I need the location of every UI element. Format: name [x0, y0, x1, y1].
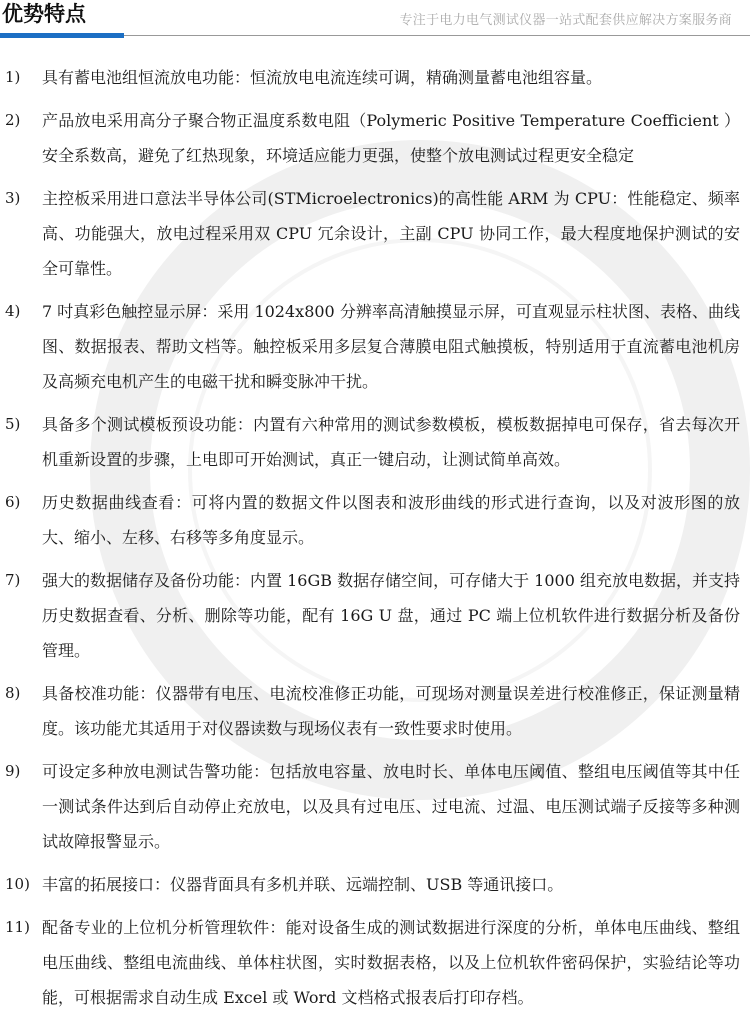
list-item — [0, 485, 740, 555]
item-number: 4) — [5, 302, 21, 320]
item-text: 丰富的拓展接口：仪器背面具有多机并联、远端控制、USB 等通讯接口。 — [42, 875, 564, 894]
list-item — [0, 103, 740, 173]
item-text: 具备校准功能：仪器带有电压、电流校准修正功能，可现场对测量误差进行校准修正，保证测量精度。该功能尤其适用于对仪器读数与现场仪表有一致性要求时使用。 — [42, 684, 740, 738]
list-item — [0, 867, 740, 902]
item-number: 1) — [5, 68, 21, 86]
header-divider — [124, 35, 750, 36]
item-text: 强大的数据储存及备份功能：内置 16GB 数据存储空间，可存储大于 1000 组充放电数据，并支持历史数据查看、分析、删除等功能，配有 16G U 盘，通过 PC 端上位机软件进行数据分析及备份管理。 — [42, 571, 740, 660]
item-text: 产品放电采用高分子聚合物正温度系数电阻（Polymeric Positive Temperature Coefficient ）安全系数高，避免了红热现象，环境适应能力更强，使整个放电测试过程更安全稳定 — [42, 111, 740, 165]
item-text: 主控板采用进口意法半导体公司(STMicroelectronics)的高性能 ARM 为 CPU：性能稳定、频率高、功能强大，放电过程采用双 CPU 冗余设计，主副 CPU 协同工作，最大程度地保护测试的安全可靠性。 — [42, 189, 740, 278]
item-number: 7) — [5, 571, 21, 589]
list-item — [0, 910, 740, 1015]
page-header — [0, 0, 750, 48]
item-text: 可设定多种放电测试告警功能：包括放电容量、放电时长、单体电压阈值、整组电压阈值等其中任一测试条件达到后自动停止充放电，以及具有过电压、过电流、过温、电压测试端子反接等多种测试故障报警显示。 — [42, 762, 740, 851]
feature-list — [0, 60, 740, 1023]
item-number: 11) — [5, 918, 30, 936]
list-item — [0, 563, 740, 668]
item-number: 8) — [5, 684, 21, 702]
item-text: 具备多个测试模板预设功能：内置有六种常用的测试参数模板，模板数据掉电可保存，省去每次开机重新设置的步骤，上电即可开始测试，真正一键启动，让测试简单高效。 — [42, 415, 740, 469]
list-item — [0, 676, 740, 746]
list-item — [0, 60, 740, 95]
title-accent-bar — [0, 33, 124, 38]
item-number: 5) — [5, 415, 21, 433]
header-slogan: 专注于电力电气测试仪器一站式配套供应解决方案服务商 — [399, 13, 732, 28]
page-title: 优势特点 — [2, 2, 86, 26]
item-number: 6) — [5, 493, 21, 511]
list-item — [0, 407, 740, 477]
item-number: 3) — [5, 189, 21, 207]
item-number: 10) — [5, 875, 30, 893]
item-text: 历史数据曲线查看：可将内置的数据文件以图表和波形曲线的形式进行查询，以及对波形图的放大、缩小、左移、右移等多角度显示。 — [42, 493, 740, 547]
item-text: 具有蓄电池组恒流放电功能：恒流放电电流连续可调，精确测量蓄电池组容量。 — [42, 68, 603, 87]
list-item — [0, 754, 740, 859]
item-text: 配备专业的上位机分析管理软件：能对设备生成的测试数据进行深度的分析，单体电压曲线、整组电压曲线、整组电流曲线、单体柱状图，实时数据表格，以及上位机软件密码保护，实验结论等功能，可根据需求自动生成 Excel 或 Word 文档格式报表后打印存档。 — [42, 918, 740, 1007]
list-item — [0, 181, 740, 286]
item-number: 2) — [5, 111, 21, 129]
list-item — [0, 294, 740, 399]
item-text: 7 吋真彩色触控显示屏：采用 1024x800 分辨率高清触摸显示屏，可直观显示柱状图、表格、曲线图、数据报表、帮助文档等。触控板采用多层复合薄膜电阻式触摸板，特别适用于直流蓄电池机房及高频充电机产生的电磁干扰和瞬变脉冲干扰。 — [42, 302, 740, 391]
item-number: 9) — [5, 762, 21, 780]
